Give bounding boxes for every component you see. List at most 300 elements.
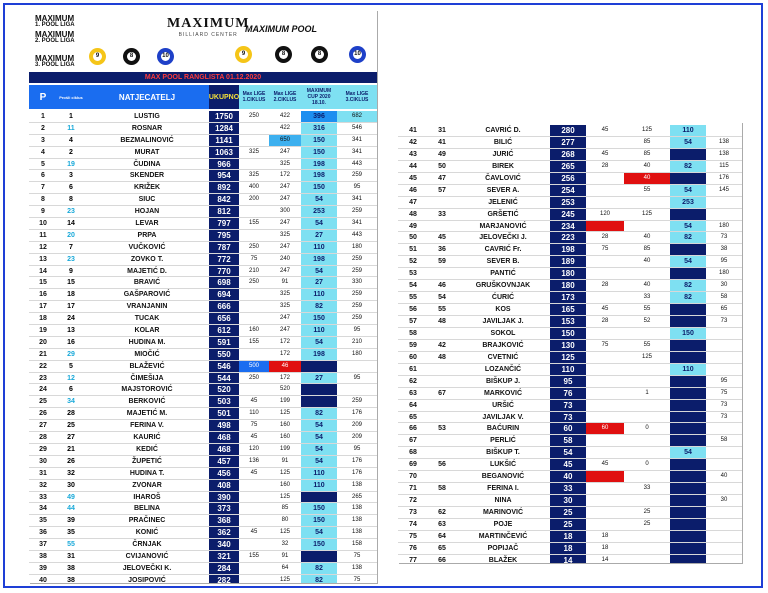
cell-liga1: 75 <box>586 340 624 352</box>
table-row <box>398 352 742 364</box>
cell-player-name: ŽUPETIĆ <box>85 456 209 468</box>
cell-liga3 <box>706 197 742 209</box>
cell-position: 69 <box>398 459 428 471</box>
cell-total: 373 <box>209 503 239 515</box>
cell-prev-position: 32 <box>57 468 85 480</box>
cell-prev-position: 31 <box>428 125 456 137</box>
cell-prev-position: 8 <box>57 194 85 206</box>
cell-prev-position: 49 <box>428 149 456 161</box>
cell-prev-position: 65 <box>428 543 456 555</box>
cell-cup: 110 <box>301 480 337 492</box>
cell-cup: 54 <box>301 420 337 432</box>
cell-total: 150 <box>550 328 586 340</box>
cell-liga1 <box>586 412 624 424</box>
cell-cup <box>670 352 706 364</box>
cell-total: 770 <box>209 266 239 278</box>
cell-position: 56 <box>398 304 428 316</box>
cell-liga3: 259 <box>337 266 377 278</box>
cell-position: 1 <box>29 111 57 123</box>
logo-league-1: MAXIMUM 1. POOL LIGA <box>35 14 75 28</box>
cell-prev-position: 42 <box>428 340 456 352</box>
cell-liga2: 64 <box>269 563 301 575</box>
cell-position: 53 <box>398 268 428 280</box>
cell-total: 892 <box>209 182 239 194</box>
cell-cup: 27 <box>301 277 337 289</box>
cell-liga3: 180 <box>706 221 742 233</box>
cell-player-name: ČRNJAK <box>85 539 209 551</box>
cell-total: 390 <box>209 492 239 504</box>
cell-liga3: 209 <box>337 432 377 444</box>
cell-liga3 <box>706 447 742 459</box>
cell-position: 5 <box>29 159 57 171</box>
cell-position: 22 <box>29 361 57 373</box>
cell-liga1 <box>239 313 269 325</box>
cell-liga3: 138 <box>337 480 377 492</box>
cell-liga2: 52 <box>624 316 670 328</box>
cell-liga3: 176 <box>337 408 377 420</box>
cell-liga2 <box>624 471 670 483</box>
cell-total: 457 <box>209 456 239 468</box>
cell-prev-position: 18 <box>57 289 85 301</box>
cell-liga2: 160 <box>269 480 301 492</box>
cell-position: 45 <box>398 173 428 185</box>
cell-liga1 <box>586 507 624 519</box>
cell-liga1: 325 <box>239 170 269 182</box>
cell-player-name: MIOČIĆ <box>85 349 209 361</box>
cell-total: 282 <box>209 575 239 583</box>
cell-player-name: ZVONAR <box>85 480 209 492</box>
cell-liga3: 138 <box>337 503 377 515</box>
logo-league-3: MAXIMUM 3. POOL LIGA <box>35 54 75 68</box>
cell-liga1: 210 <box>239 266 269 278</box>
cell-position: 72 <box>398 495 428 507</box>
cell-total: 787 <box>209 242 239 254</box>
cell-cup: 54 <box>301 266 337 278</box>
cell-liga1 <box>586 197 624 209</box>
cell-prev-position <box>428 435 456 447</box>
cell-total: 656 <box>209 313 239 325</box>
ball-10-icon: 10 <box>349 46 366 63</box>
cell-position: 43 <box>398 149 428 161</box>
cell-position: 75 <box>398 531 428 543</box>
cell-position: 24 <box>29 384 57 396</box>
cell-player-name: JURIĆ <box>456 149 550 161</box>
cell-liga2: 325 <box>269 301 301 313</box>
cell-liga1: 28 <box>586 316 624 328</box>
cell-total: 368 <box>209 515 239 527</box>
cell-total: 520 <box>209 384 239 396</box>
table-row <box>398 471 742 483</box>
cell-total: 1063 <box>209 147 239 159</box>
cell-cup <box>670 316 706 328</box>
col-header-name: NATJECATELJ <box>85 85 209 109</box>
cell-liga1 <box>586 185 624 197</box>
cell-prev-position: 27 <box>57 432 85 444</box>
cell-prev-position: 45 <box>428 232 456 244</box>
cell-liga2: 172 <box>269 170 301 182</box>
cell-prev-position: 54 <box>428 292 456 304</box>
cell-position: 28 <box>29 432 57 444</box>
cell-liga3: 58 <box>706 435 742 447</box>
cell-position: 58 <box>398 328 428 340</box>
cell-liga3: 259 <box>337 254 377 266</box>
cell-liga3: 546 <box>337 123 377 135</box>
table-row <box>29 182 377 194</box>
cell-total: 698 <box>209 277 239 289</box>
cell-prev-position: 11 <box>57 123 85 135</box>
cell-cup: 82 <box>670 161 706 173</box>
cell-liga2: 91 <box>269 551 301 563</box>
cell-liga3: 138 <box>706 149 742 161</box>
cell-player-name: GAŠPAROVIĆ <box>85 289 209 301</box>
cell-liga1 <box>239 575 269 583</box>
cell-liga1: 45 <box>586 125 624 137</box>
cell-liga1 <box>239 492 269 504</box>
cell-prev-position <box>428 328 456 340</box>
cell-liga1 <box>239 135 269 147</box>
col-header-cup: MAXIMUM CUP 2020 18.10. <box>301 85 337 109</box>
cell-prev-position: 7 <box>57 242 85 254</box>
cell-liga2 <box>624 555 670 563</box>
cell-cup: 54 <box>670 221 706 233</box>
cell-cup: 150 <box>301 135 337 147</box>
cell-player-name: GRŠETIĆ <box>456 209 550 221</box>
cell-cup: 198 <box>301 254 337 266</box>
cell-cup: 110 <box>670 364 706 376</box>
cell-cup: 316 <box>301 123 337 135</box>
cell-liga2: 1 <box>624 388 670 400</box>
cell-total: 340 <box>209 539 239 551</box>
col-header-liga2: Max LIGE 2.CIKLUS <box>269 85 301 109</box>
cell-total: 772 <box>209 254 239 266</box>
cell-player-name: PRAČINEC <box>85 515 209 527</box>
cell-total: 546 <box>209 361 239 373</box>
table-row <box>398 340 742 352</box>
cell-prev-position: 53 <box>428 423 456 435</box>
cell-liga2: 650 <box>269 135 301 147</box>
cell-player-name: MURAT <box>85 147 209 159</box>
cell-total: 468 <box>209 432 239 444</box>
table-row <box>29 313 377 325</box>
cell-prev-position: 12 <box>57 373 85 385</box>
cell-total: 321 <box>209 551 239 563</box>
table-row <box>29 289 377 301</box>
cell-total: 544 <box>209 373 239 385</box>
table-row <box>398 388 742 400</box>
cell-player-name: SIUC <box>85 194 209 206</box>
cell-position: 8 <box>29 194 57 206</box>
cell-liga2: 520 <box>269 384 301 396</box>
cell-cup <box>670 244 706 256</box>
cell-liga3: 259 <box>337 206 377 218</box>
cell-liga3: 38 <box>706 244 742 256</box>
table-row <box>29 515 377 527</box>
cell-cup: 110 <box>301 325 337 337</box>
cell-cup: 54 <box>301 194 337 206</box>
cell-liga2: 160 <box>269 432 301 444</box>
cell-cup: 150 <box>670 328 706 340</box>
cell-liga1 <box>586 447 624 459</box>
cell-player-name: PANTIĆ <box>456 268 550 280</box>
cell-total: 45 <box>550 459 586 471</box>
cell-liga2 <box>624 197 670 209</box>
logo-maximum-billiard: MAXIMUM BILLIARD CENTER <box>167 16 250 38</box>
cell-player-name: POJE <box>456 519 550 531</box>
cell-player-name: BIŠKUP T. <box>456 447 550 459</box>
cell-prev-position <box>428 364 456 376</box>
cell-total: 18 <box>550 543 586 555</box>
table-row <box>29 492 377 504</box>
cell-cup: 82 <box>670 280 706 292</box>
cell-liga1: 155 <box>239 337 269 349</box>
cell-prev-position: 29 <box>57 349 85 361</box>
table-row <box>398 125 742 137</box>
cell-liga2: 25 <box>624 519 670 531</box>
cell-liga1 <box>239 503 269 515</box>
cell-liga1 <box>586 268 624 280</box>
cell-liga1: 250 <box>239 373 269 385</box>
cell-position: 54 <box>398 280 428 292</box>
cell-position: 37 <box>29 539 57 551</box>
table-row <box>29 325 377 337</box>
table-row <box>398 495 742 507</box>
cell-cup <box>670 495 706 507</box>
table-row <box>398 507 742 519</box>
cell-liga2: 46 <box>269 361 301 373</box>
cell-position: 71 <box>398 483 428 495</box>
cell-prev-position: 58 <box>428 483 456 495</box>
cell-liga3: 75 <box>706 388 742 400</box>
cell-total: 795 <box>209 230 239 242</box>
cell-player-name: KAURIĆ <box>85 432 209 444</box>
cell-total: 73 <box>550 400 586 412</box>
cell-liga1: 18 <box>586 531 624 543</box>
table-row <box>398 161 742 173</box>
table-row <box>29 301 377 313</box>
table-row <box>398 483 742 495</box>
cell-cup: 150 <box>301 182 337 194</box>
cell-player-name: IHAROŠ <box>85 492 209 504</box>
cell-liga3: 176 <box>337 468 377 480</box>
cell-player-name: PRPA <box>85 230 209 242</box>
cell-liga1: 75 <box>239 420 269 432</box>
cell-liga1 <box>586 173 624 185</box>
cell-liga1: 120 <box>586 209 624 221</box>
cell-cup: 253 <box>301 206 337 218</box>
cell-prev-position: 28 <box>57 408 85 420</box>
cell-liga3: 73 <box>706 232 742 244</box>
cell-liga3: 341 <box>337 147 377 159</box>
cell-liga1: 45 <box>239 432 269 444</box>
cell-position: 3 <box>29 135 57 147</box>
cell-liga2: 240 <box>269 254 301 266</box>
cell-cup: 54 <box>670 185 706 197</box>
table-row <box>398 423 742 435</box>
cell-position: 18 <box>29 313 57 325</box>
cell-prev-position: 4 <box>57 135 85 147</box>
cell-liga2 <box>624 221 670 233</box>
cell-position: 31 <box>29 468 57 480</box>
cell-liga3: 145 <box>706 185 742 197</box>
cell-prev-position <box>428 471 456 483</box>
cell-cup: 150 <box>301 515 337 527</box>
cell-liga2: 247 <box>269 182 301 194</box>
cell-position: 55 <box>398 292 428 304</box>
cell-prev-position: 17 <box>57 301 85 313</box>
cell-total: 25 <box>550 507 586 519</box>
cell-liga3: 30 <box>706 280 742 292</box>
cell-position: 32 <box>29 480 57 492</box>
cell-total: 40 <box>550 471 586 483</box>
cell-cup: 54 <box>670 256 706 268</box>
cell-player-name: BLAŽEVIĆ <box>85 361 209 373</box>
cell-position: 67 <box>398 435 428 447</box>
cell-liga1 <box>239 384 269 396</box>
ranking-banner: MAX POOL RANGLISTA 01.12.2020 <box>29 72 377 83</box>
cell-liga3: 75 <box>337 575 377 583</box>
cell-liga1 <box>586 137 624 149</box>
cell-liga2: 300 <box>269 206 301 218</box>
cell-cup: 54 <box>301 218 337 230</box>
cell-liga2: 247 <box>269 147 301 159</box>
cell-cup <box>670 268 706 280</box>
cell-cup <box>301 361 337 373</box>
cell-player-name: KOLAR <box>85 325 209 337</box>
cell-liga1 <box>586 328 624 340</box>
cell-total: 468 <box>209 444 239 456</box>
cell-liga1 <box>586 471 624 483</box>
cell-liga2: 172 <box>269 337 301 349</box>
cell-player-name: KEDIĆ <box>85 444 209 456</box>
table-row <box>398 412 742 424</box>
cell-liga3 <box>706 352 742 364</box>
cell-position: 68 <box>398 447 428 459</box>
cell-liga2: 325 <box>269 289 301 301</box>
cell-position: 11 <box>29 230 57 242</box>
cell-cup: 198 <box>301 170 337 182</box>
cell-prev-position: 55 <box>57 539 85 551</box>
cell-cup: 82 <box>670 232 706 244</box>
cell-position: 20 <box>29 337 57 349</box>
cell-player-name: JELOVEČKI J. <box>456 232 550 244</box>
cell-prev-position: 33 <box>428 209 456 221</box>
cell-total: 180 <box>550 268 586 280</box>
cell-total: 1284 <box>209 123 239 135</box>
cell-liga1: 14 <box>586 555 624 563</box>
cell-liga3: 95 <box>337 182 377 194</box>
cell-liga2: 85 <box>624 137 670 149</box>
cell-liga1 <box>239 230 269 242</box>
cell-cup <box>670 471 706 483</box>
cell-total: 54 <box>550 447 586 459</box>
cell-liga2: 125 <box>269 468 301 480</box>
cell-prev-position: 30 <box>57 480 85 492</box>
cell-liga1: 45 <box>586 304 624 316</box>
cell-liga3 <box>706 125 742 137</box>
cell-liga1 <box>586 483 624 495</box>
table-row <box>398 447 742 459</box>
cell-prev-position: 3 <box>57 170 85 182</box>
cell-total: 73 <box>550 412 586 424</box>
cell-liga1 <box>586 376 624 388</box>
cell-player-name: BERKOVIĆ <box>85 396 209 408</box>
cell-cup: 54 <box>670 447 706 459</box>
cell-liga3: 259 <box>337 301 377 313</box>
cell-position: 23 <box>29 373 57 385</box>
cell-total: 33 <box>550 483 586 495</box>
cell-prev-position: 34 <box>57 396 85 408</box>
cell-position: 57 <box>398 316 428 328</box>
cell-prev-position: 13 <box>57 325 85 337</box>
table-row <box>29 527 377 539</box>
cell-liga3: 259 <box>337 289 377 301</box>
cell-player-name: GRUŠKOVNJAK <box>456 280 550 292</box>
cell-position: 63 <box>398 388 428 400</box>
cell-prev-position: 25 <box>57 420 85 432</box>
cell-liga2: 199 <box>269 396 301 408</box>
cell-liga1: 18 <box>586 543 624 555</box>
cell-player-name: BRAVIĆ <box>85 277 209 289</box>
cell-player-name: ZOVKO T. <box>85 254 209 266</box>
cell-position: 26 <box>29 408 57 420</box>
cell-total: 280 <box>550 125 586 137</box>
col-header-total: UKUPNO <box>209 85 239 109</box>
table-row <box>29 123 377 135</box>
cell-position: 62 <box>398 376 428 388</box>
cell-cup: 54 <box>301 432 337 444</box>
cell-player-name: CAVRIĆ D. <box>456 125 550 137</box>
cell-liga2 <box>624 543 670 555</box>
cell-position: 6 <box>29 170 57 182</box>
cell-position: 50 <box>398 232 428 244</box>
table-row <box>398 149 742 161</box>
cell-liga2: 160 <box>269 420 301 432</box>
cell-total: 130 <box>550 340 586 352</box>
cell-cup: 54 <box>301 456 337 468</box>
cell-liga3: 443 <box>337 159 377 171</box>
cell-total: 1141 <box>209 135 239 147</box>
table-row <box>29 206 377 218</box>
table-row <box>29 456 377 468</box>
cell-prev-position <box>428 495 456 507</box>
cell-player-name: BEGANOVIĆ <box>456 471 550 483</box>
table-row <box>29 432 377 444</box>
cell-liga1: 136 <box>239 456 269 468</box>
cell-position: 64 <box>398 400 428 412</box>
cell-position: 27 <box>29 420 57 432</box>
cell-liga3 <box>337 361 377 373</box>
cell-liga3 <box>337 384 377 396</box>
cell-position: 33 <box>29 492 57 504</box>
cell-prev-position: 47 <box>428 173 456 185</box>
cell-total: 58 <box>550 435 586 447</box>
cell-liga2 <box>624 400 670 412</box>
cell-liga1 <box>586 352 624 364</box>
cell-player-name: BIREK <box>456 161 550 173</box>
cell-position: 2 <box>29 123 57 135</box>
cell-liga1 <box>239 349 269 361</box>
cell-liga3: 180 <box>337 349 377 361</box>
cell-liga1 <box>586 435 624 447</box>
cell-total: 153 <box>550 316 586 328</box>
pool-title: MAXIMUM POOL <box>245 24 317 34</box>
cell-total: 95 <box>550 376 586 388</box>
table-row <box>29 503 377 515</box>
cell-prev-position: 55 <box>428 304 456 316</box>
cell-liga2: 91 <box>269 277 301 289</box>
table-row <box>29 230 377 242</box>
table-row <box>29 194 377 206</box>
